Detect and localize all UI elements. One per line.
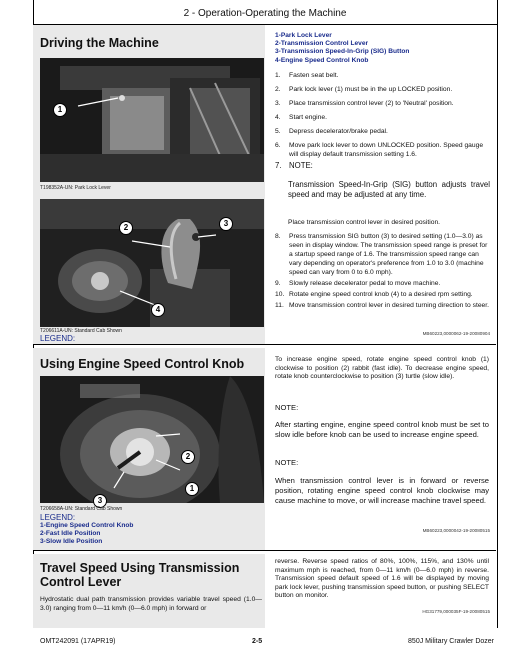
step-item: 2. Park lock lever (1) must be in the up LOCKED position. [275,86,453,93]
callout-2: 2 [119,221,133,235]
step-item: 1. Fasten seat belt. [275,72,339,79]
step-item: 9. Slowly release decelerator pedal to move machine. [275,280,441,287]
note-text: Transmission Speed-In-Grip (SIG) button adjusts travel speed and may be adjusted at any time. [288,180,490,199]
callout-3: 3 [93,494,107,508]
callout-1: 1 [185,482,199,496]
callout-3: 3 [219,217,233,231]
intro-text: To increase engine speed, rotate engine speed control knob (1) clockwise to position (2) rabbit (fast idle). To decrease engine speed, rotate knob counterclockwise to position (3) turtle (slow idle). [275,356,489,380]
section-engine-speed [33,348,496,551]
section-title: Driving the Machine [40,36,159,50]
footer-page-number: 2-5 [252,638,263,645]
callout-1: 1 [53,103,67,117]
legend-item: 3-Slow Idle Position [40,538,103,546]
reference-code: MB60223,0000042-19-20080515 [422,528,490,533]
engine-speed-knob-photo [40,376,264,503]
legend-label: LEGEND: [40,513,76,522]
callout-4: 4 [151,303,165,317]
legend-item: 2-Fast Idle Position [40,530,101,538]
legend-list [40,522,260,547]
procedure-steps [275,71,489,164]
step-item: 11. Move transmission control lever in desired turning direction to steer. [275,302,489,309]
note-label: NOTE: [275,403,299,412]
section-travel-speed [33,554,496,628]
step-item: 8. Press transmission SIG button (3) to desired setting (1.0—3.0) as seen in display window. The transmission speed range is preset for a startup speed range of 1.6. The transmission speed range can vary depending on operator's preference from 1.0 to 3.0 (machine speed can vary from 0 to 6.0 mph). [275,233,488,276]
legend-item: 4-Engine Speed Control Knob [275,56,369,64]
section-driving [33,25,496,345]
reference-code: MB60223,0000062-19-20080904 [422,331,490,336]
step-item: 3. Place transmission control lever (2) to 'Neutral' position. [275,100,454,107]
engine-speed-knob-illustration [40,376,264,503]
legend-label: LEGEND: [40,334,76,343]
reference-code: HG31779,000035F-19-20080515 [422,609,490,614]
step-item: 5. Depress decelerator/brake pedal. [275,128,388,135]
note-text: When transmission control lever is in forward or reverse position, rotating engine speed control knob clockwise may cause machine to move, or will increase machine travel speed. [275,476,489,505]
body-text: Hydrostatic dual path transmission provides variable travel speed (1.0—3.0) ranging from 0—11 km/h (0—6.0 mph) in forward or [40,596,262,612]
photo-caption: T206658A-UN: Standard Cab Shown [40,506,123,512]
photo-caption: T206611A-UN: Standard Cab Shown [40,328,122,334]
section-title: Travel Speed Using Transmission Control Lever [40,561,240,589]
legend-item: 3-Transmission Speed-In-Grip (SIG) Button [275,48,410,56]
step-item: 10. Rotate engine speed control knob (4) to a desired rpm setting. [275,291,473,298]
body-text: reverse. Reverse speed ratios of 80%, 100%, 115%, and 130% until maximum mph is reached, from 0—11 km/h (0—6.0 mph) in reverse. Transmission speed default speed of 1.6 will be displayed by moving park lock lever, pushing transmission speed button, or pushing SELECT button on monitor. [275,558,489,599]
legend-item: 1-Park Lock Lever [275,32,332,39]
step-item: 4. Start engine. [275,114,327,121]
procedure-steps-continued [275,218,489,312]
step-item: 7. NOTE: [275,161,313,170]
step-item: 6. Move park lock lever to down UNLOCKED position. Speed gauge will display default transmission setting 1.6. [275,142,484,158]
legend-item: 1-Engine Speed Control Knob [40,522,134,529]
footer-left: OMT242091 (17APR19) [40,638,116,645]
page-header: 2 - Operation-Operating the Machine [183,8,347,19]
photo-caption: T198352A-UN: Park Lock Lever [40,185,111,191]
park-lock-lever-illustration [40,58,264,182]
footer-right: 850J Military Crawler Dozer [408,638,494,645]
note-text: After starting engine, engine speed control knob must be set to slow idle before knob can be used to increase engine speed. [275,420,489,439]
section-title: Using Engine Speed Control Knob [40,357,245,371]
callout-2: 2 [181,450,195,464]
step-7-note [275,161,489,175]
legend-item: 2-Transmission Control Lever [275,40,369,48]
step-item: Place transmission control lever in desired position. [288,219,441,226]
park-lock-lever-photo [40,58,264,182]
note-label: NOTE: [275,458,299,467]
legend-list [275,32,490,65]
